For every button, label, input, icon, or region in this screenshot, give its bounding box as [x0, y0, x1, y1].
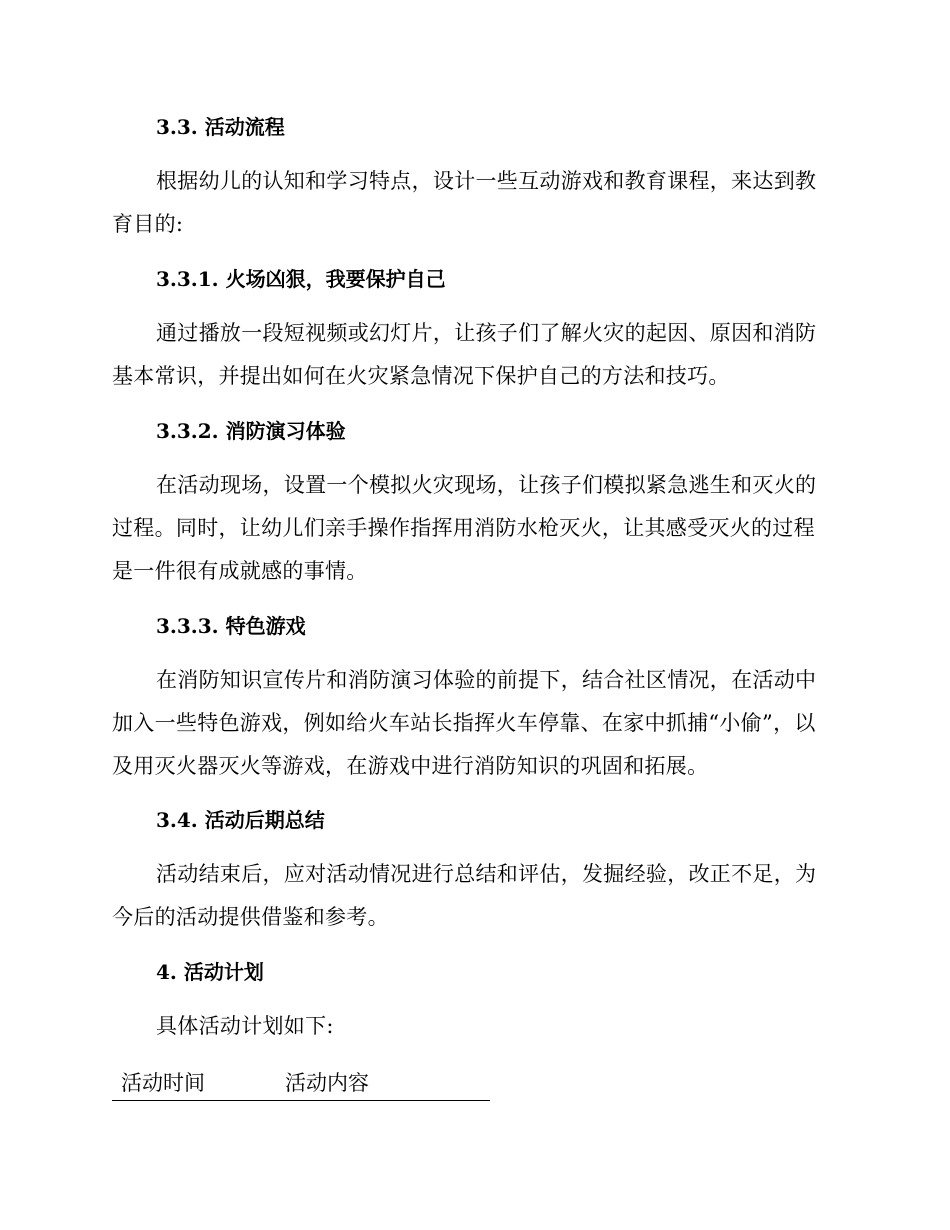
- section-heading-3-3-2: 3.3.2. 消防演习体验: [156, 419, 346, 443]
- table-header-time: 活动时间: [121, 1071, 205, 1095]
- section-paragraph-3-3: 根据幼儿的认知和学习特点，设计一些互动游戏和教育课程，来达到教育目的:: [112, 169, 817, 236]
- section-heading-3-3-3: 3.3.3. 特色游戏: [156, 614, 306, 638]
- activity-plan-table: [112, 1068, 490, 1101]
- section-paragraph-3-4: 活动结束后，应对活动情况进行总结和评估，发掘经验，改正不足，为今后的活动提供借鉴和参考。: [112, 862, 817, 929]
- table-header-content: 活动内容: [285, 1071, 369, 1095]
- section-paragraph-3-3-1: 通过播放一段短视频或幻灯片，让孩子们了解火灾的起因、原因和消防基本常识，并提出如何在火灾紧急情况下保护自己的方法和技巧。: [112, 321, 817, 388]
- section-heading-3-3-1: 3.3.1. 火场凶狠，我要保护自己: [156, 267, 446, 291]
- section-paragraph-3-3-2: 在活动现场，设置一个模拟火灾现场，让孩子们模拟紧急逃生和灭火的过程。同时，让幼儿们亲手操作指挥用消防水枪灭火，让其感受灭火的过程是一件很有成就感的事情。: [112, 473, 817, 583]
- section-heading-4: 4. 活动计划: [156, 960, 264, 984]
- section-heading-3-3: 3.3. 活动流程: [156, 115, 285, 139]
- section-paragraph-4: 具体活动计划如下:: [156, 1014, 334, 1038]
- section-heading-3-4: 3.4. 活动后期总结: [156, 808, 325, 832]
- section-paragraph-3-3-3: 在消防知识宣传片和消防演习体验的前提下，结合社区情况，在活动中加入一些特色游戏，例如给火车站长指挥火车停靠、在家中抓捕“小偷”，以及用灭火器灭火等游戏，在游戏中进行消防知识的巩固和拓展。: [112, 668, 817, 778]
